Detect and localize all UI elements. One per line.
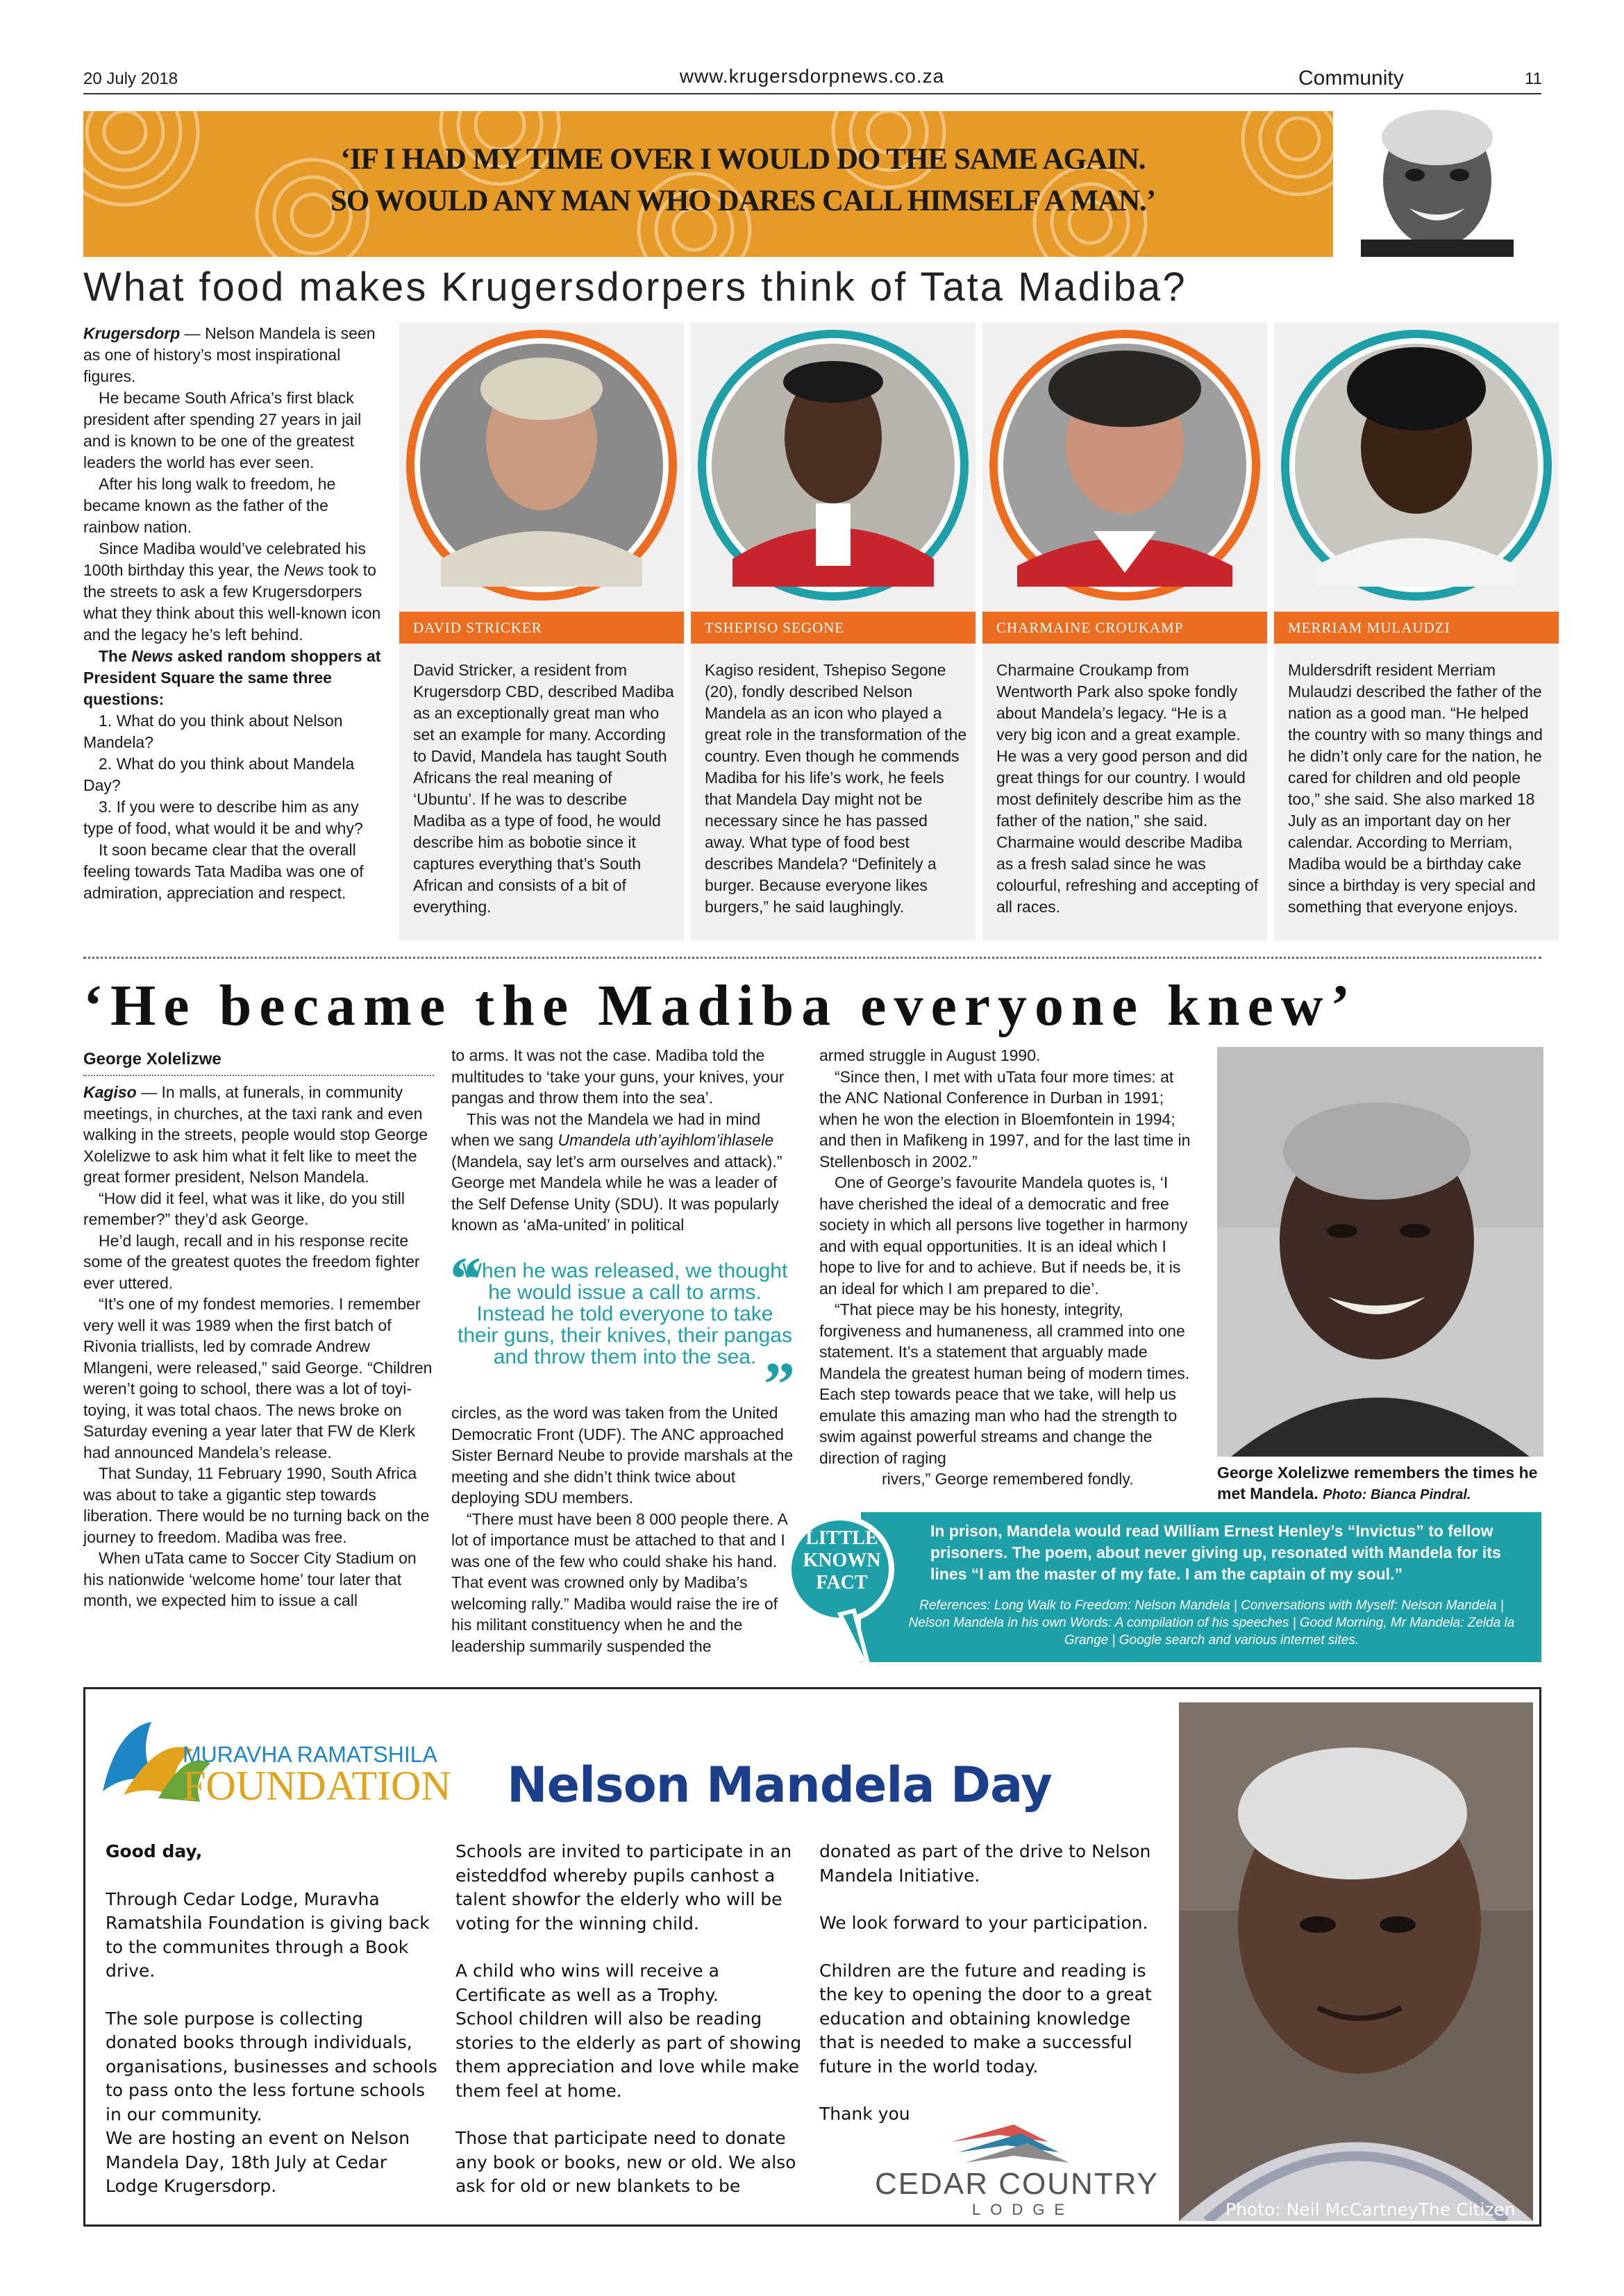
- little-known-fact-label: LITTLE KNOWN FACT: [803, 1527, 881, 1593]
- ad-c1-line: Through Cedar Lodge, Muravha Ramatshila Foundation is giving back to the communites through a Book drive.: [106, 1888, 430, 1981]
- vox-intro: [83, 323, 382, 904]
- vox-text: Charmaine Croukamp from Wentworth Park also spoke fondly about Mandela’s legacy. “He is a very big icon and a great example. He was a very good person and did great things for our country. I would most definitely describe him as the father of the nation,” she said. Charmaine would describe Madiba as a fresh salad since he was colourful, refreshing and accepting of all races.: [996, 661, 1259, 916]
- logo-line-2: FOUNDATION: [183, 1763, 451, 1809]
- ad-c1-line: Good day,: [106, 1841, 203, 1861]
- advert-column-3: [819, 1840, 1160, 2127]
- cedar-logo-line-1: CEDAR COUNTRY: [875, 2167, 1160, 2201]
- name-bar: CHARMAINE CROUKAMP: [982, 612, 1267, 644]
- feature-c2-p1: to arms. It was not the case. Madiba told the multitudes to ‘take your guns, your knives, your pangas and throw them into the sea’.: [451, 1046, 785, 1107]
- advert-title: Nelson Mandela Day: [507, 1757, 1052, 1813]
- intro-p6: It soon became clear that the overall feeling towards Tata Madiba was one of admiration, appreciation and respect.: [83, 841, 364, 902]
- banner-quote: [83, 139, 1403, 222]
- feature-c3-p3: One of George’s favourite Mandela quotes is, ‘I have cherished the ideal of a democratic and free society in which all persons live together in harmony and with equal opportunities. It is an ideal which I hope to live for and to achieve. But if needs be, it is an ideal for which I am prepared to die’.: [819, 1173, 1188, 1298]
- banner-quote-line-1: ‘IF I HAD MY TIME OVER I WOULD DO THE SAME AGAIN.: [340, 143, 1146, 176]
- vox-text: Muldersdrift resident Merriam Mulaudzi described the father of the nation as a good man. “He helped the country with so many things and he didn’t only care for the nation, he cared for children and old people too,” she said. She also marked 18 July as an important day on her calendar. According to Merriam, Madiba would be a birthday cake since a birthday is very special and something that everyone enjoys.: [1288, 661, 1543, 916]
- ad-c2-line: Those that participate need to donate any book or books, new or old. We also ask for old or new blankets to be: [455, 2128, 796, 2196]
- logo-line-1: MURAVHA RAMATSHILA: [183, 1742, 437, 1767]
- intro-p3: After his long walk to freedom, he became known as the father of the rainbow nation.: [83, 475, 336, 536]
- feature-c1-p4: “It’s one of my fondest memories. I remember very well it was 1989 when the first batch of Rivonia triallists, led by comrade Andrew Mlangeni, were released,” said George. “Children weren’t going to school, there was a lot of toyi-toying, it was total chaos. The news broke on Saturday evening a year later that FW de Klerk had announced Mandela’s release.: [83, 1295, 433, 1461]
- quote-banner: [83, 111, 1541, 257]
- nelson-mandela-photo: [1179, 1702, 1533, 2221]
- ad-c3-line: donated as part of the drive to Nelson Mandela Initiative.: [819, 1841, 1151, 1886]
- feature-c2-p3: George met Mandela while he was a leader of the Self Defense Unity (SDU). It was popularly known as ‘aMa-united’ in political: [451, 1173, 779, 1234]
- question-1: 1. What do you think about Nelson Mandela?: [83, 712, 343, 751]
- feature-c3-p4: “That piece may be his honesty, integrity, forgiveness and humaneness, all crammed into one statement. It’s a statement that arguably made Mandela the greatest human being of modern times. Each step towards peace that we take, will help us emulate this amazing man who had the strength to swim against powerful streams and change the direction of raging: [819, 1300, 1190, 1467]
- intro-p4-news: News: [283, 561, 324, 579]
- portrait-merriam-mulaudzi: [1274, 323, 1559, 607]
- ad-c3-line: [819, 2079, 1160, 2102]
- ad-c1-line: [106, 1864, 439, 1888]
- portrait-tshepiso-segone: [691, 323, 976, 607]
- feature-c3-p2: “Since then, I met with uTata four more times: at the ANC National Conference in Durban in 1991; when he won the election in Bloemfontein in 1994; and then in Mafikeng in 1997, and for the last time in Stellenbosch in 2002.”: [819, 1067, 1191, 1171]
- cedar-logo-line-2: LODGE: [972, 2201, 1075, 2218]
- intro-p4a: Since Madiba would’ve celebrated his 100th birthday this year, the: [83, 539, 366, 579]
- photo-caption-credit: Photo: Bianca Pindral.: [1323, 1487, 1471, 1502]
- name-bar: TSHEPISO SEGONE: [691, 612, 976, 644]
- fact-text: In prison, Mandela would read William Ernest Henley’s “Invictus” to fellow prisoners. The poem, about never giving up, resonated with Mandela for its lines “I am the master of my fate. I am the captain of my soul.”: [930, 1522, 1501, 1583]
- question-2: 2. What do you think about Mandela Day?: [83, 755, 355, 794]
- fact-references: References: Long Walk to Freedom: Nelson Mandela | Conversations with Myself: Nelson Mandela | Nelson Mandela in his own Words: A compilation of his speeches | Good Morning, Mr Mandela: Zelda la Grange | Google search and various internet sites.: [908, 1598, 1515, 1648]
- vox-text: Kagiso resident, Tshepiso Segone (20), fondly described Nelson Mandela as an icon who played a great role in the transformation of the country. Even though he commends Madiba for his life’s work, he feels that Mandela Day might not be necessary since he has passed away. What type of food best describes Mandela? “Definitely a burger. Because everyone likes burgers,” he said laughingly.: [705, 661, 967, 916]
- ad-c2-line: [455, 1936, 803, 1959]
- ad-c2-line: A child who wins will receive a Certificate as well as a Trophy.: [455, 1961, 719, 2005]
- advert-column-1: [106, 1840, 439, 2199]
- vox-text: David Stricker, a resident from Krugersdorp CBD, described Madiba as an exceptionally great man who set an example for many. According to David, Mandela has taught South Africans the real meaning of ‘Ubuntu’. If he was to describe Madiba as a type of food, he would describe him as bobotie since it captures everything that’s South African and consists of a bit of everything.: [413, 661, 674, 916]
- website-url[interactable]: www.krugersdorpnews.co.za: [679, 65, 945, 87]
- photo-caption: [1217, 1462, 1543, 1505]
- vox-card-charmaine-croukamp: [982, 323, 1267, 941]
- intro-p5b: asked random shoppers at President Square the same three questions:: [83, 647, 381, 708]
- advert-column-2: [455, 1840, 803, 2199]
- feature-c3-p5: rivers,” George remembered fondly.: [882, 1470, 1134, 1488]
- byline: George Xolelizwe: [83, 1050, 221, 1069]
- question-3: 3. If you were to describe him as any type of food, what would it be and why?: [83, 798, 363, 837]
- photo-caption-text: George Xolelizwe remembers the times he met Mandela.: [1217, 1464, 1538, 1502]
- feature-column-1: [83, 1082, 434, 1611]
- feature-c1-p1: — In malls, at funerals, in community meetings, in churches, at the taxi rank and even walking in the streets, people would stop George Xolelizwe to ask him what it felt like to meet the great former president, Nelson Mandela.: [83, 1083, 428, 1186]
- ad-c3-line: [819, 1888, 1160, 1911]
- section-name: Community: [1298, 67, 1404, 90]
- cedar-country-lodge-logo: [875, 2121, 1166, 2218]
- feature-c1-p5: That Sunday, 11 February 1990, South Africa was about to take a gigantic step towards liberation. There would be no turning back on the journey to freedom. Madiba was free.: [83, 1464, 430, 1546]
- intro-p4b: took to the streets to ask a few Krugersdorpers what they think about this well-known icon and the legacy he’s left behind.: [83, 561, 381, 644]
- ad-c3-line: Children are the future and reading is the key to opening the door to a great education and obtaining knowledge that is needed to make a successful future in the world today.: [819, 1960, 1152, 2077]
- pull-quote: When he was released, we thought he would issue a call to arms. Instead he told everyone to take their guns, their knives, their pangas and throw them into the sea.: [458, 1259, 792, 1368]
- intro-p2: He became South Africa’s first black president after spending 27 years in jail and is known to be one of the greatest leaders the world has ever seen.: [83, 389, 362, 471]
- ad-c2-line: School children will also be reading stories to the elderly as part of showing them appreciation and love while make them feel at home.: [455, 2009, 802, 2101]
- ad-c3-line: Thank you: [819, 2104, 910, 2124]
- portrait-david-stricker: [399, 323, 684, 607]
- ad-c1-line: We are hosting an event on Nelson Mandela Day, 18th July at Cedar Lodge Krugersdorp.: [106, 2128, 410, 2196]
- page-number: 11: [1525, 69, 1542, 88]
- feature-column-2-top: [451, 1045, 802, 1249]
- name-bar: DAVID STRICKER: [399, 612, 684, 644]
- intro-p1: — Nelson Mandela is seen as one of history’s most inspirational figures.: [83, 324, 376, 385]
- ad-c1-line: [106, 1984, 439, 2007]
- ad-c1-line: The sole purpose is collecting donated books through individuals, organisations, businesses and schools to pass onto the less fortune schools in our community.: [106, 2008, 437, 2125]
- close-quote-mark: ”: [764, 1350, 795, 1419]
- open-quote-mark: “: [450, 1245, 481, 1314]
- george-xolelizwe-photo: [1217, 1047, 1543, 1457]
- ad-c2-line: [455, 2103, 803, 2127]
- feature-headline: ‘He became the Madiba everyone knew’: [83, 973, 1358, 1038]
- mandela-portrait-banner: [1333, 97, 1541, 257]
- intro-p5a: The: [99, 647, 132, 665]
- feature-c2-p2b: (Mandela, say let’s arm ourselves and attack).”: [451, 1152, 782, 1171]
- feature-c2-p5: “There must have been 8 000 people there. A lot of importance must be attached to that and I was one of the few who could shake his hand. That event was crowned only by Madiba’s welcoming rally.” Madiba would raise the ire of his militant constituency when he and the leadership summarily suspended the: [451, 1509, 787, 1655]
- photo-credit: Photo: Neil McCartneyThe Citizen: [1225, 2199, 1516, 2220]
- feature-c1-p3: He’d laugh, recall and in his response recite some of the greatest quotes the freedom fighter ever uttered.: [83, 1231, 420, 1292]
- ad-c3-line: [819, 1936, 1160, 1959]
- vox-headline: What food makes Krugersdorpers think of Tata Madiba?: [83, 265, 1187, 310]
- issue-date: 20 July 2018: [83, 69, 178, 88]
- ad-c2-line: Schools are invited to participate in an eisteddfod whereby pupils canhost a talent showfor the elderly who will be voting for the winning child.: [455, 1841, 792, 1934]
- feature-column-3: [819, 1045, 1194, 1490]
- banner-quote-line-2: SO WOULD ANY MAN WHO DARES CALL HIMSELF A MAN.’: [330, 185, 1156, 217]
- feature-c2-p4: circles, as the word was taken from the United Democratic Front (UDF). The ANC approached Sister Bernard Neube to provide marshals at the meeting and she didn’t think twice about deploying SDU members.: [451, 1404, 794, 1507]
- vox-card-david-stricker: [399, 323, 684, 941]
- feature-c2-p2-italic: Umandela uth’ayihlom’ihlasele: [558, 1131, 774, 1149]
- feature-c1-p2: “How did it feel, what was it like, do you still remember?” they’d ask George.: [83, 1189, 405, 1228]
- feature-c1-p6: When uTata came to Soccer City Stadium on his nationwide ‘welcome home’ tour later that month, we expected him to issue a call: [83, 1549, 417, 1609]
- portrait-charmaine-croukamp: [982, 323, 1267, 607]
- ad-c3-line: We look forward to your participation.: [819, 1913, 1148, 1933]
- feature-column-2-bottom: [451, 1402, 802, 1657]
- feature-c3-p1: armed struggle in August 1990.: [819, 1046, 1041, 1064]
- section-divider: [83, 957, 1541, 959]
- vox-card-merriam-mulaudzi: [1274, 323, 1559, 941]
- feature-dateline: Kagiso: [83, 1083, 137, 1101]
- vox-card-tshepiso-segone: [691, 323, 976, 941]
- intro-dateline: Krugersdorp: [83, 324, 181, 342]
- name-bar: MERRIAM MULAUDZI: [1274, 612, 1559, 644]
- feature-c2-p2a: This was not the Mandela we had in mind when we sang: [451, 1109, 761, 1149]
- intro-p5-news: News: [131, 647, 174, 665]
- byline-rule: [83, 1075, 434, 1076]
- header-rule: [83, 93, 1541, 94]
- muravha-foundation-logo: [96, 1708, 485, 1812]
